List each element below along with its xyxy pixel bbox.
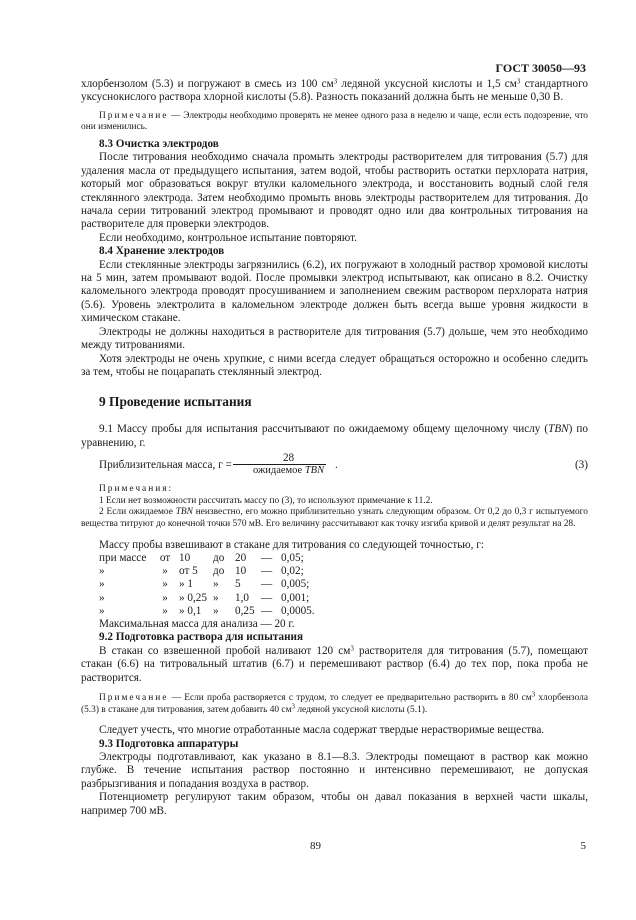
mass-accuracy-table xyxy=(99,552,315,618)
heading-8-4: 8.4 Хранение электродов xyxy=(99,245,225,258)
text-fragment: неизвестно, его можно приблизительно узнать следующим образом. От 0,2 до 0,3 г испытуемого вещества титруют до конечной точки 570 мВ. Его величину рассчитывают как точку изгиба кривой и делят результат на 28. xyxy=(81,507,588,529)
paragraph-8-4-3: Хотя электроды не очень хрупкие, с ними всегда следует обращаться осторожно и особенно следить за тем, чтобы не поцарапать стеклянный электрод. xyxy=(81,352,588,378)
notes-heading xyxy=(81,484,588,496)
table-cell: » xyxy=(162,578,168,591)
table-cell: от 5 xyxy=(179,565,198,578)
text-fragment: ) по уравнению, г. xyxy=(81,423,589,449)
table-row xyxy=(99,578,315,591)
table-cell: » xyxy=(213,578,219,591)
formula-denominator xyxy=(233,464,326,476)
table-cell: — xyxy=(261,604,273,617)
page-number: 89 xyxy=(310,840,321,852)
paragraph-9-2: В стакан со взвешенной пробой наливают 120 $см^3$ растворителя для титрования (5.7), помещают стакан (6.6) на титровальный штатив (6.7) и перемешивают раствор (6.4) до тех пор, пока проба не растворится. xyxy=(81,644,589,684)
paragraph-8-4-2: Электроды не должны находиться в растворителе для титрования (5.7) дольше, чем это необходимо между титрованиями. xyxy=(81,325,588,352)
table-cell: 20 xyxy=(235,551,247,564)
table-cell: 0,05; xyxy=(281,551,304,564)
paragraph-9-3-2: Потенциометр регулируют таким образом, чтобы он давал показания в верхней части шкалы, например 700 мВ. xyxy=(81,791,588,817)
table-cell: 0,02; xyxy=(281,565,304,578)
table-cell: 10 xyxy=(179,551,191,564)
note-1: 1 Если нет возможности рассчитать массу по (3), то используют примечание к 11.2. xyxy=(99,495,433,506)
denominator-text: ожидаемое xyxy=(253,465,305,477)
table-cell: » xyxy=(99,578,105,591)
heading-8-3: 8.3 Очистка электродов xyxy=(99,138,219,150)
tbn-variable: TBN xyxy=(304,465,325,477)
table-cell: 5 xyxy=(235,578,241,591)
table-cell: 0,0005. xyxy=(281,604,315,617)
heading-9-3: 9.3 Подготовка аппаратуры xyxy=(99,737,239,750)
table-cell: 1,0 xyxy=(235,591,249,604)
table-cell: 0,001; xyxy=(281,591,310,604)
table-cell: » xyxy=(162,565,168,578)
table-cell: до xyxy=(213,565,225,578)
note-label: Примечание xyxy=(99,692,169,703)
table-row xyxy=(99,552,315,565)
notes-label: Примечания: xyxy=(99,484,174,495)
text-fragment: 9.1 Массу пробы для испытания рассчитывают по ожидаемому общему щелочному числу ( xyxy=(99,423,549,436)
formula-3 xyxy=(81,453,588,479)
table-row xyxy=(99,565,315,578)
formula-label: Приблизительная масса, г = xyxy=(99,459,232,472)
table-cell: » 1 xyxy=(179,578,193,591)
table-cell: » xyxy=(213,591,219,604)
paragraph-9-3-1: Электроды подготавливают, как указано в 8.1—8.3. Электроды помещают в раствор как можно глубже. В течение испытания раствор постоянно и интенсивно перемешивают, не допуская разбрызгивания и попадания воздуха в раствор. xyxy=(81,750,588,790)
table-cell: — xyxy=(261,578,273,591)
table-cell: — xyxy=(261,565,273,578)
formula-dot: . xyxy=(335,459,338,472)
note-dissolution xyxy=(81,690,588,716)
mass-accuracy-intro: Массу пробы взвешивают в стакане для титрования со следующей точностью, г: xyxy=(99,538,484,551)
paragraph-8-4-1: Если стеклянные электроды загрязнились (6.2), их погружают в холодный раствор хромовой кислоты на 5 мин, затем промывают водой. После промывки электрод испытывают, как описано в 8.2. Очистку каломельного электрода проводят просушиванием и заполнением свежим раствором перхлората натрия (5.6). Уровень электролита в каломельном электроде должен быть всегда выше уровня жидкости в химическом стакане. xyxy=(81,258,588,325)
paragraph-8-3-2: Если необходимо, контрольное испытание повторяют. xyxy=(99,231,357,244)
paragraph-8-3-1: После титрования необходимо сначала промыть электроды растворителем для титрования (5.7) для удаления масла от предыдущего испытания, затем водой, чтобы растворить остатки перхлората натрия, который мог образоваться вокруг втулки каломельного электрода, и восстановить водный слой геля стеклянного электрода. Затем необходимо промыть вновь электроды растворителем для титрования. До начала серии титрований электрод промывают и проводят одно или два контрольных титрования на растворителе для проверки электродов. xyxy=(81,151,588,231)
section-9-heading: 9 Проведение испытания xyxy=(99,394,252,410)
table-cell: — xyxy=(261,591,273,604)
table-cell: » xyxy=(213,604,219,617)
table-cell: — xyxy=(261,551,273,564)
formula-number: (3) xyxy=(574,459,588,472)
table-cell: » xyxy=(99,604,105,617)
table-cell: до xyxy=(213,551,225,564)
table-row xyxy=(99,605,315,618)
note-electrodes-check xyxy=(81,111,588,134)
formula-fraction xyxy=(233,453,326,476)
max-mass: Максимальная масса для анализа — 20 г. xyxy=(99,617,295,630)
paragraph-waste-oils: Следует учесть, что многие отработанные масла содержат твердые нерастворимые вещества. xyxy=(99,724,545,737)
note-2 xyxy=(81,507,588,530)
formula-numerator: 28 xyxy=(282,452,295,465)
table-cell: 10 xyxy=(235,565,247,578)
table-cell: при массе xyxy=(99,551,147,564)
table-cell: » 0,25 xyxy=(179,591,207,604)
table-cell: » 0,1 xyxy=(179,604,202,617)
heading-9-2: 9.2 Подготовка раствора для испытания xyxy=(99,631,304,644)
note-text: — Электроды необходимо проверять не менее одного раза в неделю и чаще, если есть подозрение, что они изменились. xyxy=(81,110,588,133)
footer-right-number: 5 xyxy=(580,840,586,852)
paragraph-continuation: хлорбензолом (5.3) и погружают в смесь из 100 $см^3$ ледяной уксусной кислоты и 1,5 $см^3$ стандартного уксуснокислого раствора хлорной кислоты (5.8). Разность показаний должна быть не меньше 0,30 В. xyxy=(81,77,589,104)
text-fragment: 2 Если ожидаемое xyxy=(99,507,176,518)
table-row xyxy=(99,592,315,605)
table-cell: » xyxy=(162,591,168,604)
note-text: — Если проба растворяется с трудом, то следует ее предварительно растворить в 80 $см^3$ хлорбензола (5.3) в стакане для титрования, затем добавить 40 $см^3$ ледяной уксусной кислоты (5.1). xyxy=(81,690,588,715)
table-cell: » xyxy=(99,565,105,578)
table-cell: 0,005; xyxy=(281,578,310,591)
paragraph-9-1 xyxy=(81,423,588,450)
note-label: Примечание xyxy=(99,110,169,121)
tbn-variable: TBN xyxy=(548,423,569,436)
table-cell: » xyxy=(162,604,168,617)
tbn-variable: TBN xyxy=(175,507,193,518)
table-cell: » xyxy=(99,591,105,604)
table-cell: 0,25 xyxy=(235,604,255,617)
table-cell: от xyxy=(159,551,171,564)
standard-header: ГОСТ 30050—93 xyxy=(495,61,586,75)
page-content xyxy=(81,78,588,818)
